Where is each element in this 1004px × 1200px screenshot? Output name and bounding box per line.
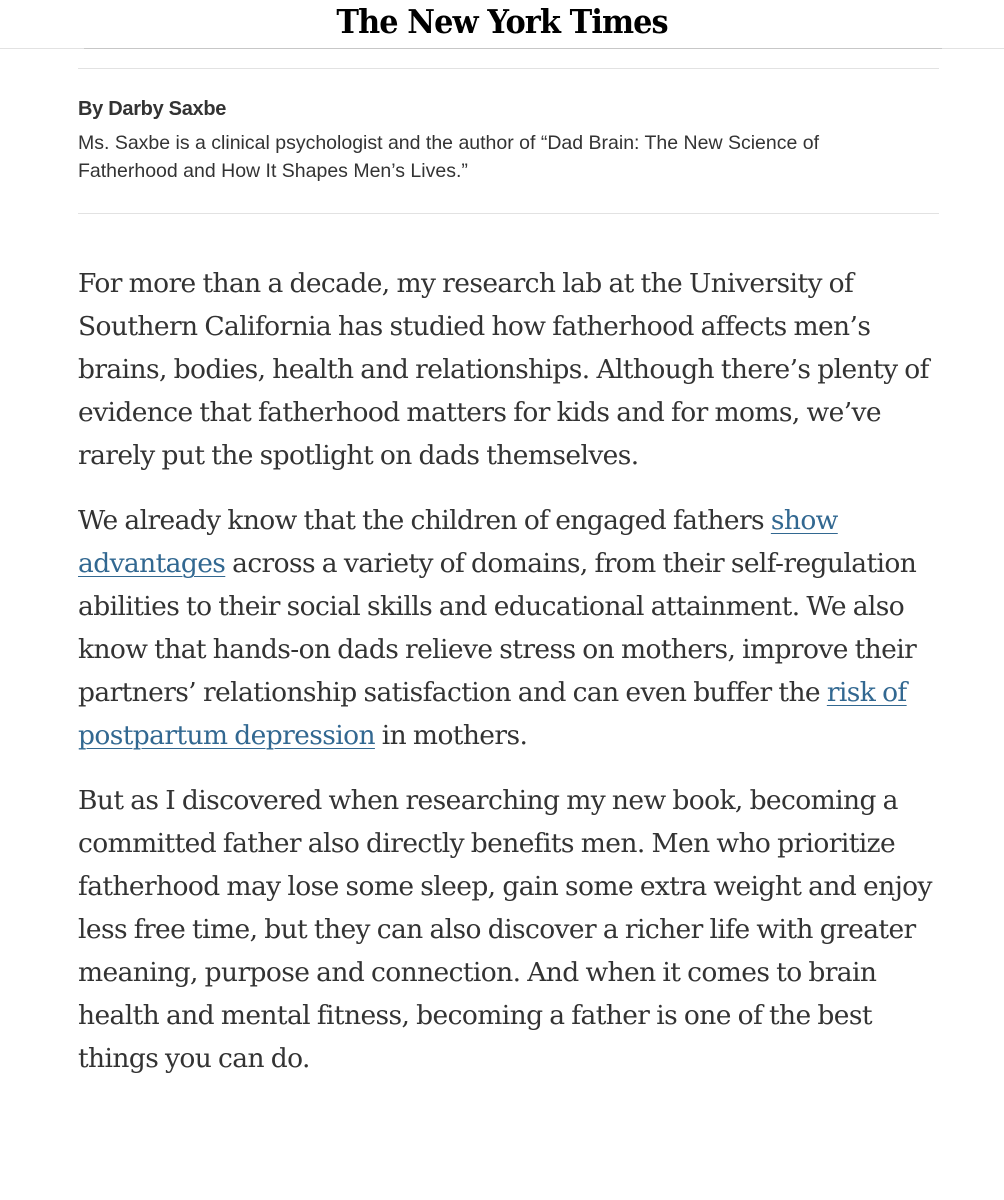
paragraph-1: For more than a decade, my research lab at the University of Southern California has studied how fatherhood affects men’s brains, bodies, health and relationships. Although there’s plenty of evidence that fatherhood matters for kids and for moms, we’ve rarely put the spotlight on dads themselves.	[78, 268, 929, 471]
article-body	[78, 262, 938, 1102]
byline-bottom-divider	[78, 213, 939, 214]
author-name: By Darby Saxbe	[78, 98, 227, 120]
show-advantages-link[interactable]: show advantages	[78, 505, 838, 579]
paragraph-3: But as I discovered when researching my new book, becoming a committed father also directly benefits men. Men who prioritize fatherhood may lose some sleep, gain some extra weight and enjoy less free time, but they can also discover a richer life with greater meaning, purpose and connection. And when it comes to brain health and mental fitness, becoming a father is one of the best things you can do.	[78, 785, 932, 1074]
masthead	[0, 0, 1004, 49]
author-bio: Ms. Saxbe is a clinical psychologist and the author of “Dad Brain: The New Science of Fatherhood and How It Shapes Men’s Lives.”	[78, 132, 820, 182]
paragraph-2-text-c: in mothers.	[374, 720, 528, 751]
paragraph-2	[78, 499, 938, 757]
byline-top-divider	[78, 68, 939, 69]
postpartum-depression-link[interactable]: risk of postpartum depression	[78, 677, 907, 751]
byline	[78, 95, 939, 185]
paragraph-2-text-a: We already know that the children of engaged fathers	[78, 505, 771, 536]
nyt-logo[interactable]: The New York Times	[336, 2, 668, 41]
paragraph-2-text-b: across a variety of domains, from their self-regulation abilities to their social skills and educational attainment. We also know that hands-on dads relieve stress on mothers, improve their partners’ relationship satisfaction and can even buffer the	[78, 548, 917, 708]
header-divider	[84, 48, 942, 49]
